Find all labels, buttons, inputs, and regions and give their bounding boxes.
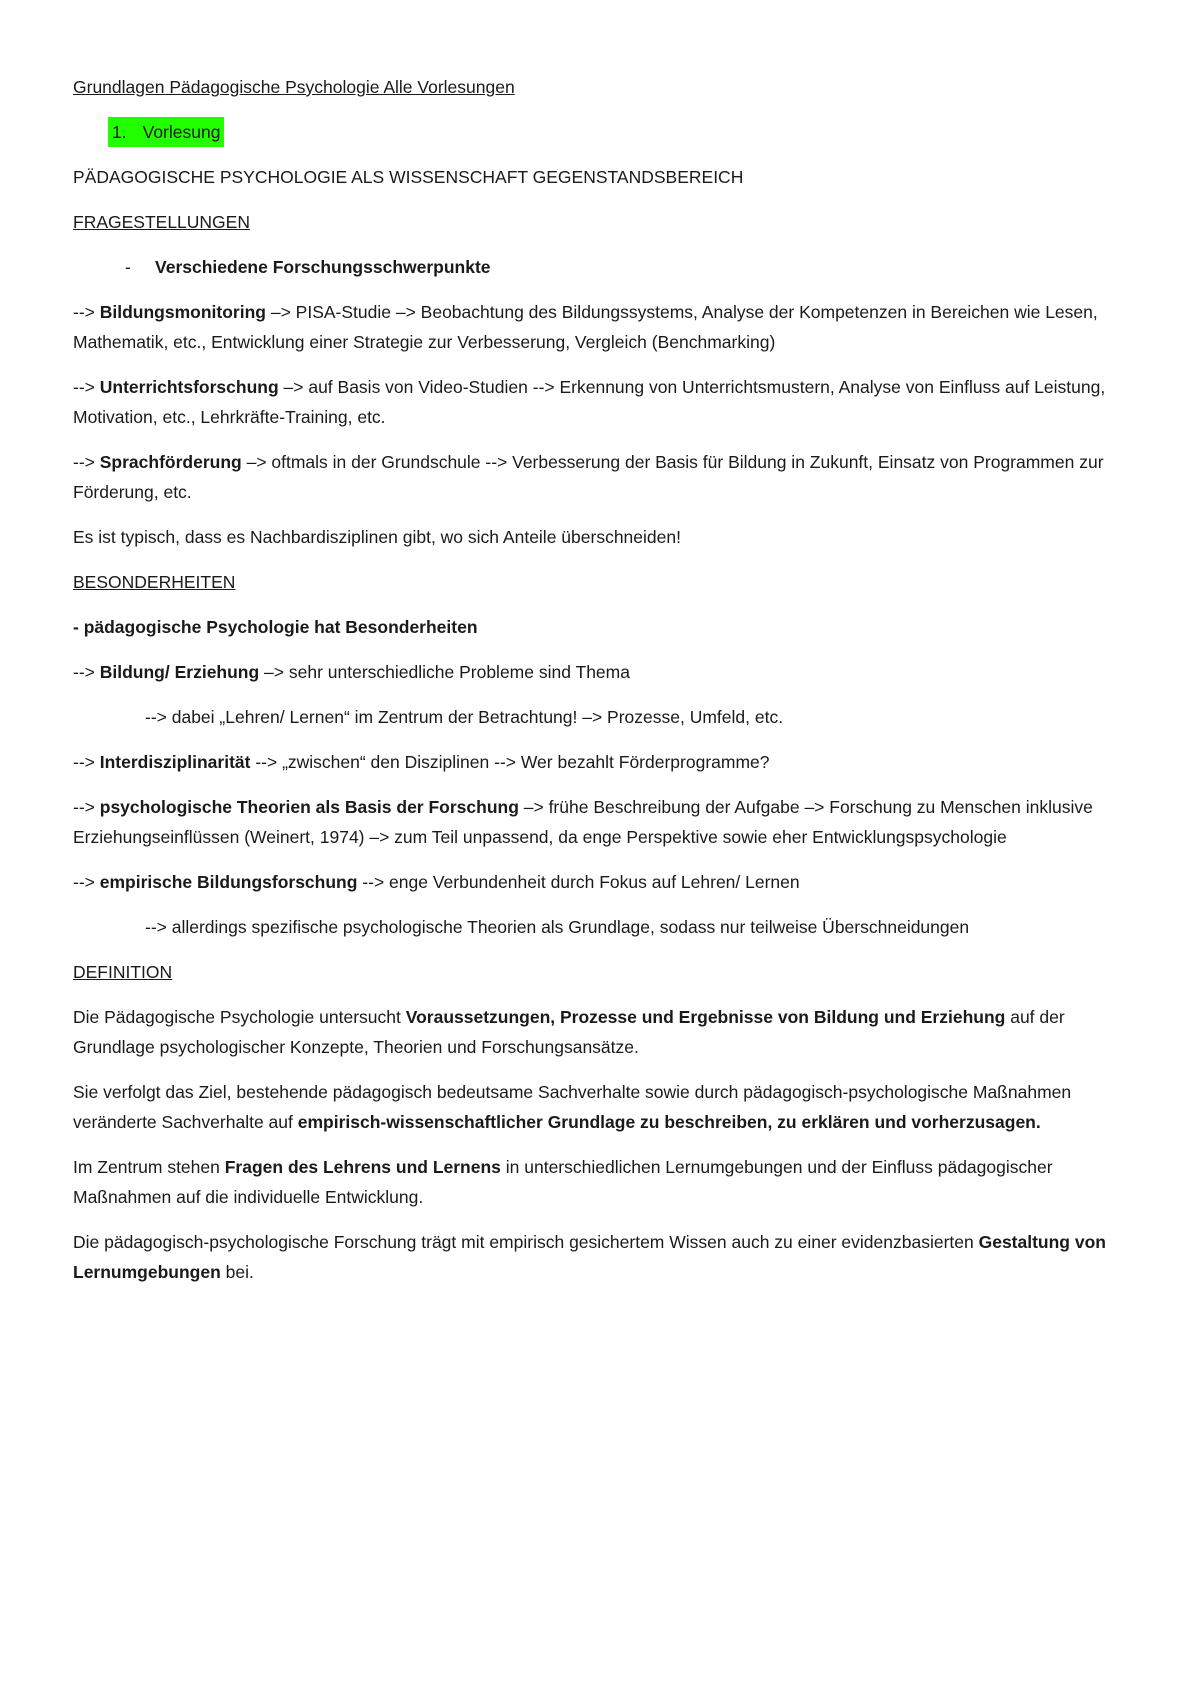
paragraph-text: –> auf Basis von Video-Studien --> Erkennung von Unterrichtsmustern, Analyse von Einfluss auf Leistung, Motivation, etc., Lehrkräfte-Training, etc. (73, 377, 1106, 427)
paragraph-definition-1 (73, 1002, 1140, 1062)
bold-term: empirisch-wissenschaftlicher Grundlage zu beschreiben, zu erklären und vorherzusagen. (297, 1112, 1041, 1132)
paragraph-text: –> frühe Beschreibung der Aufgabe –> Forschung zu Menschen inklusive Erziehungseinflüssen (Weinert, 1974) –> zum Teil unpassend, da enge Perspektive sowie eher Entwicklungspsychologie (73, 797, 1093, 847)
bold-term: Voraussetzungen, Prozesse und Ergebnisse von Bildung und Erziehung (405, 1007, 1006, 1027)
paragraph-interdisziplinaritaet (73, 747, 1140, 777)
bold-term: Bildungsmonitoring (99, 302, 266, 322)
document-title: Grundlagen Pädagogische Psychologie Alle Vorlesungen (73, 77, 515, 97)
paragraph-text: –> PISA-Studie –> Beobachtung des Bildungssystems, Analyse der Kompetenzen in Bereichen wie Lesen, Mathematik, etc., Entwicklung einer Strategie zur Verbesserung, Vergleich (Benchmarking) (73, 302, 1098, 352)
paragraph-text: –> sehr unterschiedliche Probleme sind Thema (259, 662, 630, 682)
bold-term: Bildung/ Erziehung (99, 662, 260, 682)
lecture-number: 1. (108, 117, 131, 147)
paragraph-text: Im Zentrum stehen (73, 1157, 225, 1177)
paragraph-definition-4 (73, 1227, 1140, 1287)
paragraph-text: –> oftmals in der Grundschule --> Verbesserung der Basis für Bildung in Zukunft, Einsatz von Programmen zur Förderung, etc. (73, 452, 1104, 502)
arrow-text: --> (73, 377, 100, 397)
arrow-text: --> (73, 872, 100, 892)
arrow-text: --> (73, 302, 100, 322)
arrow-text: --> (73, 452, 100, 472)
paragraph-bildung-sub: --> dabei „Lehren/ Lernen“ im Zentrum der Betrachtung! –> Prozesse, Umfeld, etc. (145, 707, 784, 727)
bullet-text: Verschiedene Forschungsschwerpunkte (155, 257, 491, 277)
arrow-text: --> (73, 797, 100, 817)
paragraph-empirische-bildungsforschung (73, 867, 1140, 897)
lecture-label: Vorlesung (131, 117, 225, 147)
paragraph-definition-3 (73, 1152, 1140, 1212)
bold-term: Fragen des Lehrens und Lernens (224, 1157, 501, 1177)
bold-term: Interdisziplinarität (99, 752, 251, 772)
bold-term: empirische Bildungsforschung (99, 872, 358, 892)
bold-term: Sprachförderung (99, 452, 242, 472)
section-heading-definition: DEFINITION (73, 962, 173, 982)
paragraph-text: --> enge Verbundenheit durch Fokus auf Lehren/ Lernen (357, 872, 800, 892)
main-heading: PÄDAGOGISCHE PSYCHOLOGIE ALS WISSENSCHAFT GEGENSTANDSBEREICH (73, 167, 744, 187)
bold-term: Gestaltung von Lernumgebungen (73, 1232, 1106, 1282)
paragraph-text: --> „zwischen“ den Disziplinen --> Wer bezahlt Förderprogramme? (250, 752, 770, 772)
bold-term: psychologische Theorien als Basis der Forschung (99, 797, 519, 817)
lecture-heading (108, 117, 1140, 147)
paragraph-text: in unterschiedlichen Lernumgebungen und der Einfluss pädagogischer Maßnahmen auf die individuelle Entwicklung. (73, 1157, 1053, 1207)
dash-marker: - (125, 257, 131, 277)
paragraph-unterrichtsforschung (73, 372, 1140, 432)
paragraph-psychologische-theorien (73, 792, 1140, 852)
paragraph-bildung-erziehung (73, 657, 1140, 687)
section-heading-besonderheiten: BESONDERHEITEN (73, 572, 236, 592)
paragraph-text: Die Pädagogische Psychologie untersucht (73, 1007, 406, 1027)
paragraph-text: bei. (220, 1262, 254, 1282)
paragraph-sprachfoerderung (73, 447, 1140, 507)
section-heading-fragestellungen: FRAGESTELLUNGEN (73, 212, 250, 232)
bold-term: Unterrichtsforschung (99, 377, 279, 397)
paragraph-empirische-sub: --> allerdings spezifische psychologische Theorien als Grundlage, sodass nur teilweise Überschneidungen (145, 917, 970, 937)
paragraph-definition-2 (73, 1077, 1140, 1137)
paragraph-text: Die pädagogisch-psychologische Forschung trägt mit empirisch gesichertem Wissen auch zu einer evidenzbasierten (73, 1232, 979, 1252)
paragraph-typisch: Es ist typisch, dass es Nachbardisziplinen gibt, wo sich Anteile überschneiden! (73, 527, 681, 547)
paragraph-text: auf der Grundlage psychologischer Konzepte, Theorien und Forschungsansätze. (73, 1007, 1065, 1057)
arrow-text: --> (73, 752, 100, 772)
paragraph-besonderheiten-bullet: - pädagogische Psychologie hat Besonderheiten (73, 617, 478, 637)
paragraph-bildungsmonitoring (73, 297, 1140, 357)
list-item (125, 252, 1140, 282)
arrow-text: --> (73, 662, 100, 682)
paragraph-text: Sie verfolgt das Ziel, bestehende pädagogisch bedeutsame Sachverhalte sowie durch pädagogisch-psychologische Maßnahmen veränderte Sachverhalte auf (73, 1082, 1072, 1132)
